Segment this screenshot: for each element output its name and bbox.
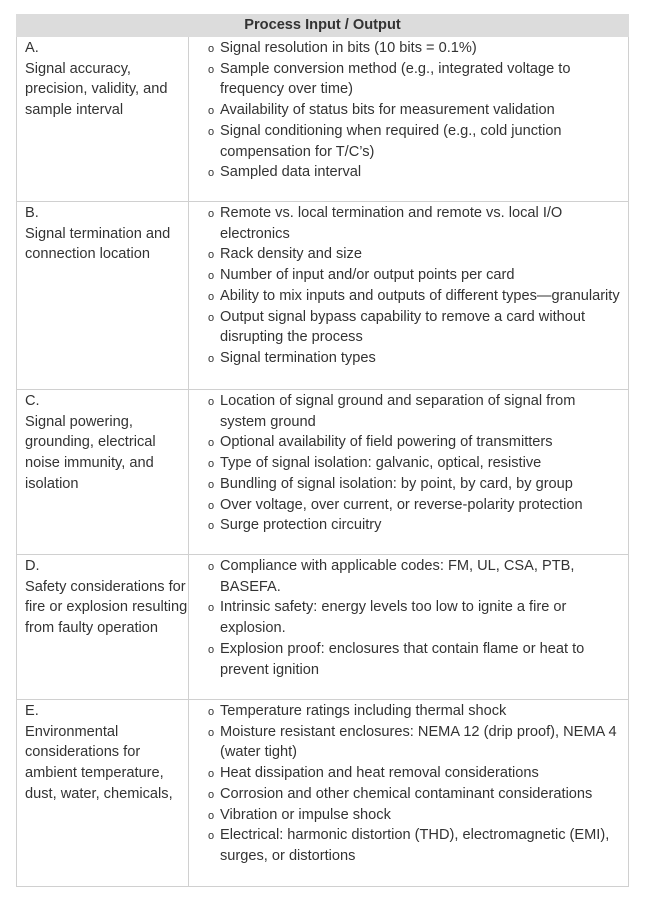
bullet-icon: o — [208, 208, 215, 220]
list-item — [208, 722, 624, 763]
items-cell — [189, 202, 629, 390]
bullet-icon: o — [208, 643, 215, 656]
bullet-icon: o — [208, 809, 215, 822]
item-text: Signal resolution in bits (10 bits = 0.1%) — [220, 40, 477, 56]
process-io-table — [16, 14, 629, 887]
item-text: Optional availability of field powering of transmitters — [220, 434, 553, 451]
category-letter: A. — [25, 40, 39, 56]
category-cell — [17, 390, 189, 555]
category-letter: B. — [25, 205, 39, 221]
item-text: Temperature ratings including thermal shock — [220, 703, 507, 719]
list-item — [208, 348, 624, 369]
item-text: Number of input and/or output points per card — [220, 267, 515, 284]
item-text: Signal termination types — [220, 349, 376, 366]
category-cell — [17, 555, 189, 700]
bullet-icon: o — [208, 706, 215, 718]
item-text: Sampled data interval — [220, 164, 362, 181]
bullet-icon: o — [208, 290, 215, 303]
item-text: Location of signal ground and separation of signal from system ground — [220, 393, 576, 430]
category-label: Signal termination and connection location — [25, 225, 171, 263]
list-item — [208, 453, 624, 474]
bullet-icon: o — [208, 437, 215, 450]
bullet-icon: o — [208, 125, 215, 138]
category-label: Signal powering, grounding, electrical noise immunity, and isolation — [25, 413, 156, 492]
category-label: Safety considerations for fire or explosion resulting from faulty operation — [25, 578, 188, 637]
bullet-icon: o — [208, 167, 215, 180]
category-cell — [17, 700, 189, 887]
item-text: Signal conditioning when required (e.g., cold junction compensation for T/C’s) — [220, 122, 562, 160]
list-item — [208, 597, 624, 638]
bullet-icon: o — [208, 270, 215, 283]
bullet-icon: o — [208, 602, 215, 615]
category-letter: D. — [25, 558, 40, 574]
list-item — [208, 805, 624, 826]
item-text: Type of signal isolation: galvanic, optical, resistive — [220, 455, 542, 472]
bullet-icon: o — [208, 458, 215, 471]
items-cell — [189, 37, 629, 202]
item-text: Vibration or impulse shock — [220, 806, 391, 823]
list-item — [208, 825, 624, 866]
category-label: Environmental considerations for ambient temperature, dust, water, chemicals, — [25, 723, 173, 802]
item-list — [208, 203, 624, 369]
category-letter: C. — [25, 393, 40, 409]
item-text: Intrinsic safety: energy levels too low to ignite a fire or explosion. — [220, 599, 567, 637]
list-item — [208, 639, 624, 680]
item-list — [208, 556, 624, 680]
item-text: Over voltage, over current, or reverse-polarity protection — [220, 496, 583, 513]
bullet-icon: o — [208, 311, 215, 324]
bullet-icon: o — [208, 561, 215, 573]
items-cell — [189, 390, 629, 555]
category-cell — [17, 37, 189, 202]
item-text: Explosion proof: enclosures that contain flame or heat to prevent ignition — [220, 640, 585, 678]
list-item — [208, 556, 624, 597]
bullet-icon: o — [208, 768, 215, 781]
item-text: Availability of status bits for measurement validation — [220, 102, 555, 119]
item-list — [208, 701, 624, 867]
category-label: Signal accuracy, precision, validity, and sample interval — [25, 60, 168, 119]
item-text: Remote vs. local termination and remote vs. local I/O electronics — [220, 205, 563, 242]
item-text: Surge protection circuitry — [220, 517, 382, 534]
items-cell — [189, 555, 629, 700]
list-item — [208, 307, 624, 348]
category-letter: E. — [25, 703, 39, 719]
bullet-icon: o — [208, 499, 215, 512]
item-text: Sample conversion method (e.g., integrated voltage to frequency over time) — [220, 60, 571, 98]
table-row — [17, 700, 629, 887]
list-item — [208, 763, 624, 784]
list-item — [208, 244, 624, 265]
list-item — [208, 38, 624, 59]
list-item — [208, 495, 624, 516]
list-item — [208, 286, 624, 307]
list-item — [208, 515, 624, 536]
item-text: Heat dissipation and heat removal considerations — [220, 765, 539, 782]
bullet-icon: o — [208, 520, 215, 533]
bullet-icon: o — [208, 788, 215, 801]
items-cell — [189, 700, 629, 887]
item-text: Output signal bypass capability to remove a card without disrupting the process — [220, 308, 586, 346]
item-text: Moisture resistant enclosures: NEMA 12 (drip proof), NEMA 4 (water tight) — [220, 723, 617, 761]
item-text: Corrosion and other chemical contaminant considerations — [220, 785, 593, 802]
item-text: Rack density and size — [220, 246, 362, 263]
list-item — [208, 391, 624, 432]
list-item — [208, 701, 624, 722]
bullet-icon: o — [208, 396, 215, 408]
bullet-icon: o — [208, 830, 215, 843]
table-row — [17, 555, 629, 700]
list-item — [208, 59, 624, 100]
item-text: Ability to mix inputs and outputs of different types—granularity — [220, 287, 620, 304]
table-row — [17, 37, 629, 202]
bullet-icon: o — [208, 43, 215, 55]
category-cell — [17, 202, 189, 390]
list-item — [208, 784, 624, 805]
item-text: Electrical: harmonic distortion (THD), electromagnetic (EMI), surges, or distortions — [220, 827, 610, 864]
list-item — [208, 265, 624, 286]
table-title: Process Input / Output — [17, 15, 629, 37]
bullet-icon: o — [208, 105, 215, 118]
list-item — [208, 100, 624, 121]
list-item — [208, 162, 624, 183]
list-item — [208, 121, 624, 162]
list-item — [208, 474, 624, 495]
list-item — [208, 432, 624, 453]
item-text: Bundling of signal isolation: by point, by card, by group — [220, 475, 573, 492]
table-row — [17, 390, 629, 555]
list-item — [208, 203, 624, 244]
table-row — [17, 202, 629, 390]
bullet-icon: o — [208, 249, 215, 262]
bullet-icon: o — [208, 726, 215, 739]
item-text: Compliance with applicable codes: FM, UL, CSA, PTB, BASEFA. — [220, 558, 575, 595]
bullet-icon: o — [208, 352, 215, 365]
bullet-icon: o — [208, 63, 215, 76]
item-list — [208, 38, 624, 183]
bullet-icon: o — [208, 478, 215, 491]
item-list — [208, 391, 624, 536]
